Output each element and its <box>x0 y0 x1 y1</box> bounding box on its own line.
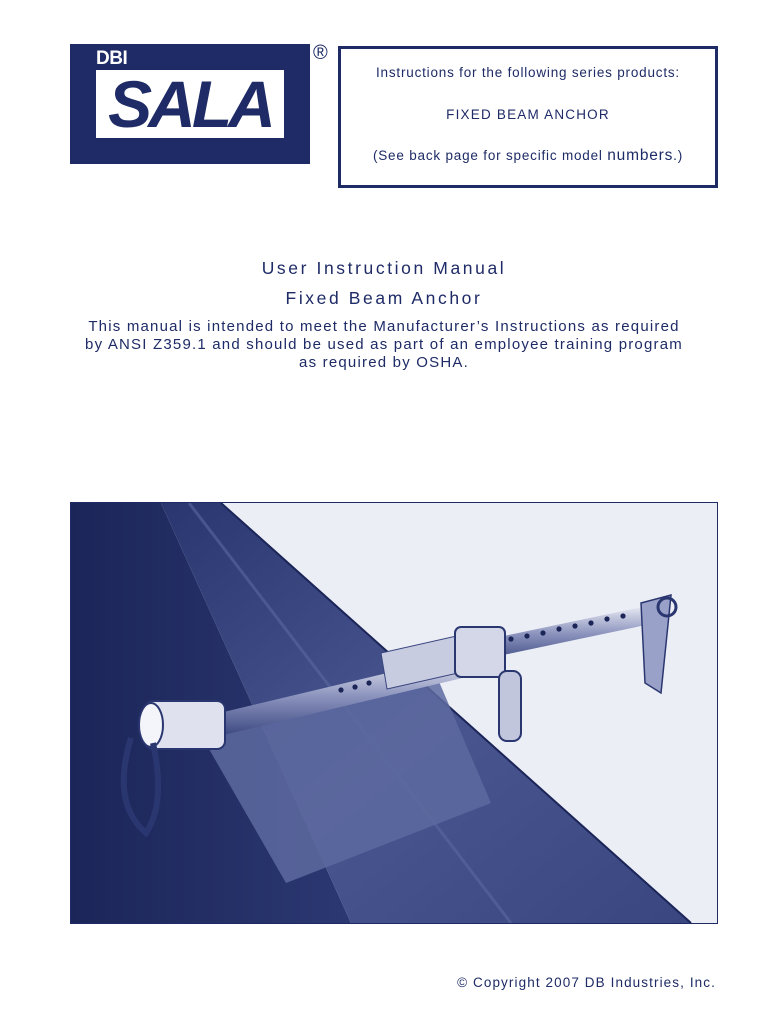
dbi-sala-logo <box>70 44 310 164</box>
info-model-suffix: .) <box>673 148 684 163</box>
info-series-line: Instructions for the following series products: <box>376 65 680 80</box>
manual-subtitle: Fixed Beam Anchor <box>285 288 483 308</box>
info-model-note <box>341 147 715 165</box>
logo-sala-box <box>96 67 284 141</box>
product-info-box <box>338 46 718 188</box>
locking-pin <box>499 671 521 741</box>
end-cap <box>139 703 163 747</box>
intro-paragraph: This manual is intended to meet the Manufacturer’s Instructions as required by ANSI Z359.1 and should be used as part of an employee training program as required by OSHA. <box>85 318 683 371</box>
info-product-name: FIXED BEAM ANCHOR <box>446 107 610 122</box>
manual-title: User Instruction Manual <box>261 258 507 278</box>
info-model-emph: numbers <box>607 147 674 164</box>
logo-dbi-text: DBI <box>96 48 128 69</box>
product-photo <box>70 502 718 924</box>
registered-mark: ® <box>313 42 328 64</box>
info-model-prefix: (See back page for specific model <box>372 148 608 163</box>
logo-sala-text: SALA <box>108 67 272 141</box>
sliding-clamp <box>455 627 505 677</box>
beam-anchor-illustration <box>71 503 717 923</box>
copyright-notice: © Copyright 2007 DB Industries, Inc. <box>457 975 716 990</box>
